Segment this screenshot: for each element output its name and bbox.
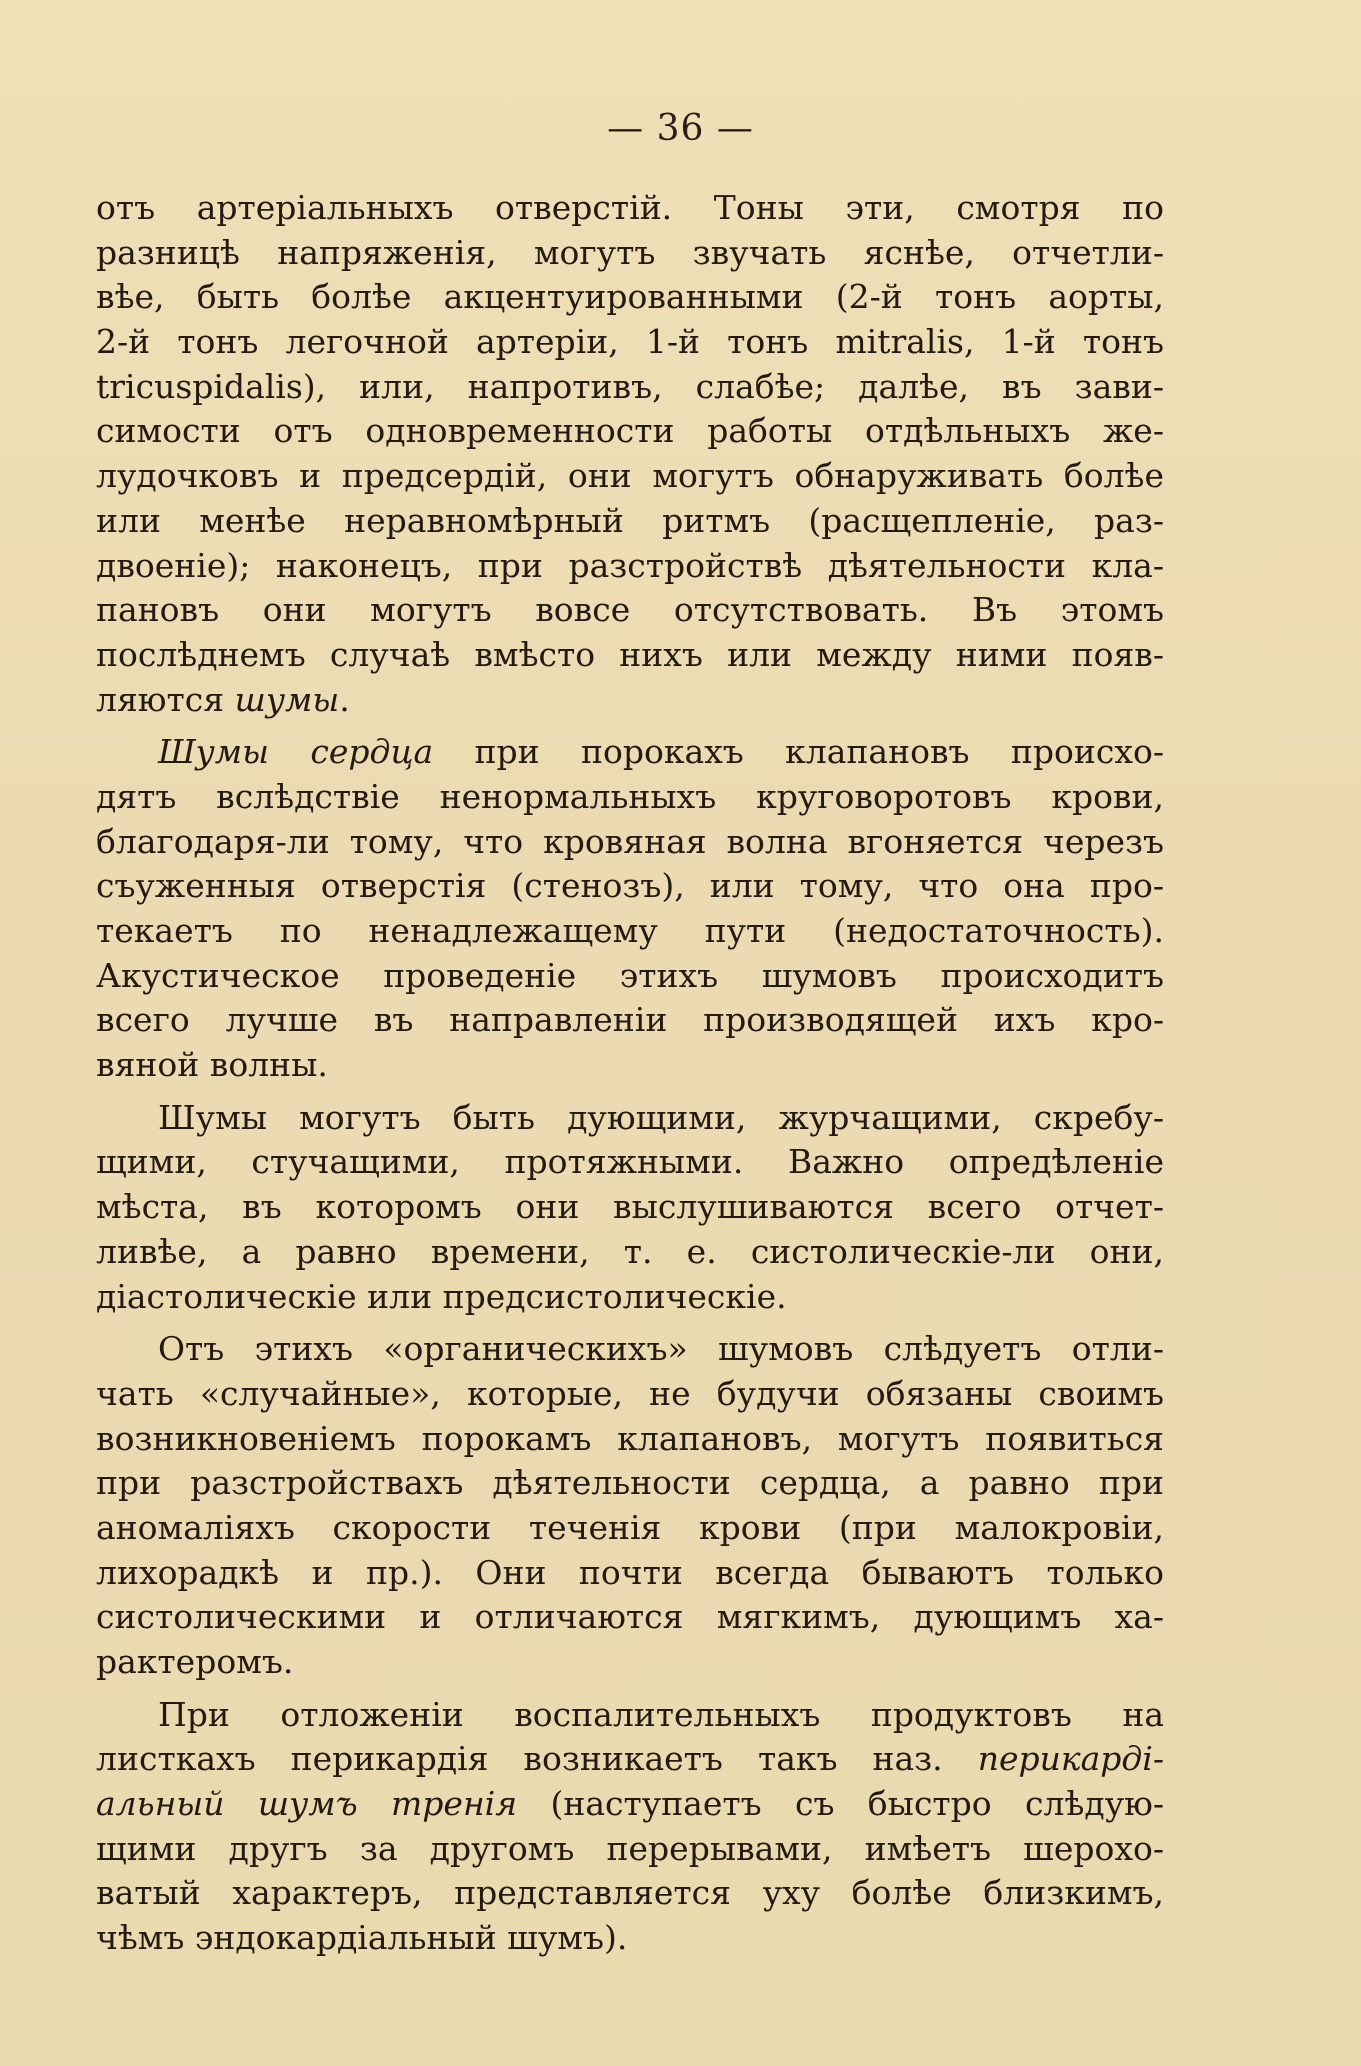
text-line: отъ артеріальныхъ отверстій. Тоны эти, смотря по [96,188,1164,227]
paragraph-4 [96,1327,1164,1685]
text-line [96,1737,1164,1782]
text-line: съуженныя отверстія (стенозъ), или тому, что она про- [96,866,1164,906]
text-line: Шумы могутъ быть дующими, журчащими, скребу- [158,1097,1164,1137]
body-text [96,186,1164,1961]
text-line: лихорадкѣ и пр.). Они почти всегда бываютъ только [96,1552,1164,1592]
text-line: симости отъ одновременности работы отдѣльныхъ же- [96,411,1164,451]
text-line: послѣднемъ случаѣ вмѣсто нихъ или между ними появ- [96,634,1164,674]
paragraph-5 [96,1693,1164,1961]
text-line: двоеніе); наконецъ, при разстройствѣ дѣятельности кла- [96,545,1164,585]
text-run: листкахъ перикардія возникаетъ такъ наз. [96,1739,978,1779]
text-line: tricuspidalis), или, напротивъ, слабѣе; далѣе, въ зави- [96,366,1164,406]
text-line: аномаліяхъ скорости теченія крови (при малокровіи, [96,1507,1164,1547]
text-line [96,730,1164,775]
text-line: дятъ вслѣдствіе ненормальныхъ круговоротовъ крови, [96,776,1164,816]
text-line: вѣе, быть болѣе акцентуированными (2-й тонъ аорты, [96,277,1164,317]
text-line: или менѣе неравномѣрный ритмъ (расщепленіе, раз- [96,500,1164,540]
paragraph-2 [96,730,1164,1088]
text-run: при порокахъ клапановъ происхо- [433,732,1165,772]
text-line: разницѣ напряженія, могутъ звучать яснѣе, отчетли- [96,232,1164,272]
text-line: щими другъ за другомъ перерывами, имѣетъ шерохо- [96,1828,1164,1868]
text-line: систолическими и отличаются мягкимъ, дующимъ ха- [96,1597,1164,1637]
text-line: возникновеніемъ порокамъ клапановъ, могутъ появиться [96,1418,1164,1458]
text-line: 2-й тонъ легочной артеріи, 1-й тонъ mitralis, 1-й тонъ [96,322,1164,362]
paragraph-3 [96,1096,1164,1319]
text-line: благодаря-ли тому, что кровяная волна вгоняется черезъ [96,821,1164,861]
text-line: щими, стучащими, протяжными. Важно опредѣленіе [96,1142,1164,1182]
text-line: мѣста, въ которомъ они выслушиваются всего отчет- [96,1187,1164,1227]
italic-term: шумы [234,679,340,719]
text-line: всего лучше въ направленіи производящей ихъ кро- [96,1000,1164,1040]
text-line: чѣмъ эндокардіальный шумъ). [96,1918,628,1958]
text-line: пановъ они могутъ вовсе отсутствовать. Въ этомъ [96,590,1164,630]
paragraph-1 [96,186,1164,722]
text-line: ватый характеръ, представляется уху болѣе близкимъ, [96,1873,1164,1913]
text-run: ляются [96,679,235,719]
italic-term: перикарді- [977,1739,1164,1779]
text-line: вяной волны. [96,1045,328,1085]
text-line: при разстройствахъ дѣятельности сердца, а равно при [96,1463,1164,1503]
text-line: ливѣе, а равно времени, т. е. систолическіе-ли они, [96,1231,1164,1271]
text-line: Акустическое проведеніе этихъ шумовъ происходитъ [96,955,1164,995]
text-run: . [339,679,350,719]
page-number: — 36 — [607,108,754,149]
text-line: рактеромъ. [96,1642,294,1681]
text-line [96,678,1164,723]
text-line: діастолическіе или предсистолическіе. [96,1276,787,1316]
text-line: При отложеніи воспалительныхъ продуктовъ на [158,1694,1164,1734]
text-line: текаетъ по ненадлежащему пути (недостаточность). [96,911,1164,950]
text-line: лудочковъ и предсердій, они могутъ обнаруживать болѣе [96,456,1164,496]
italic-term: альный шумъ тренія [96,1784,518,1824]
italic-term: Шумы сердца [158,732,434,772]
text-line: чать «случайные», которые, не будучи обязаны своимъ [96,1373,1164,1413]
text-line: Отъ этихъ «органическихъ» шумовъ слѣдуетъ отли- [158,1329,1164,1369]
text-line [96,1782,1164,1827]
text-run: (наступаетъ съ быстро слѣдую- [517,1784,1164,1824]
